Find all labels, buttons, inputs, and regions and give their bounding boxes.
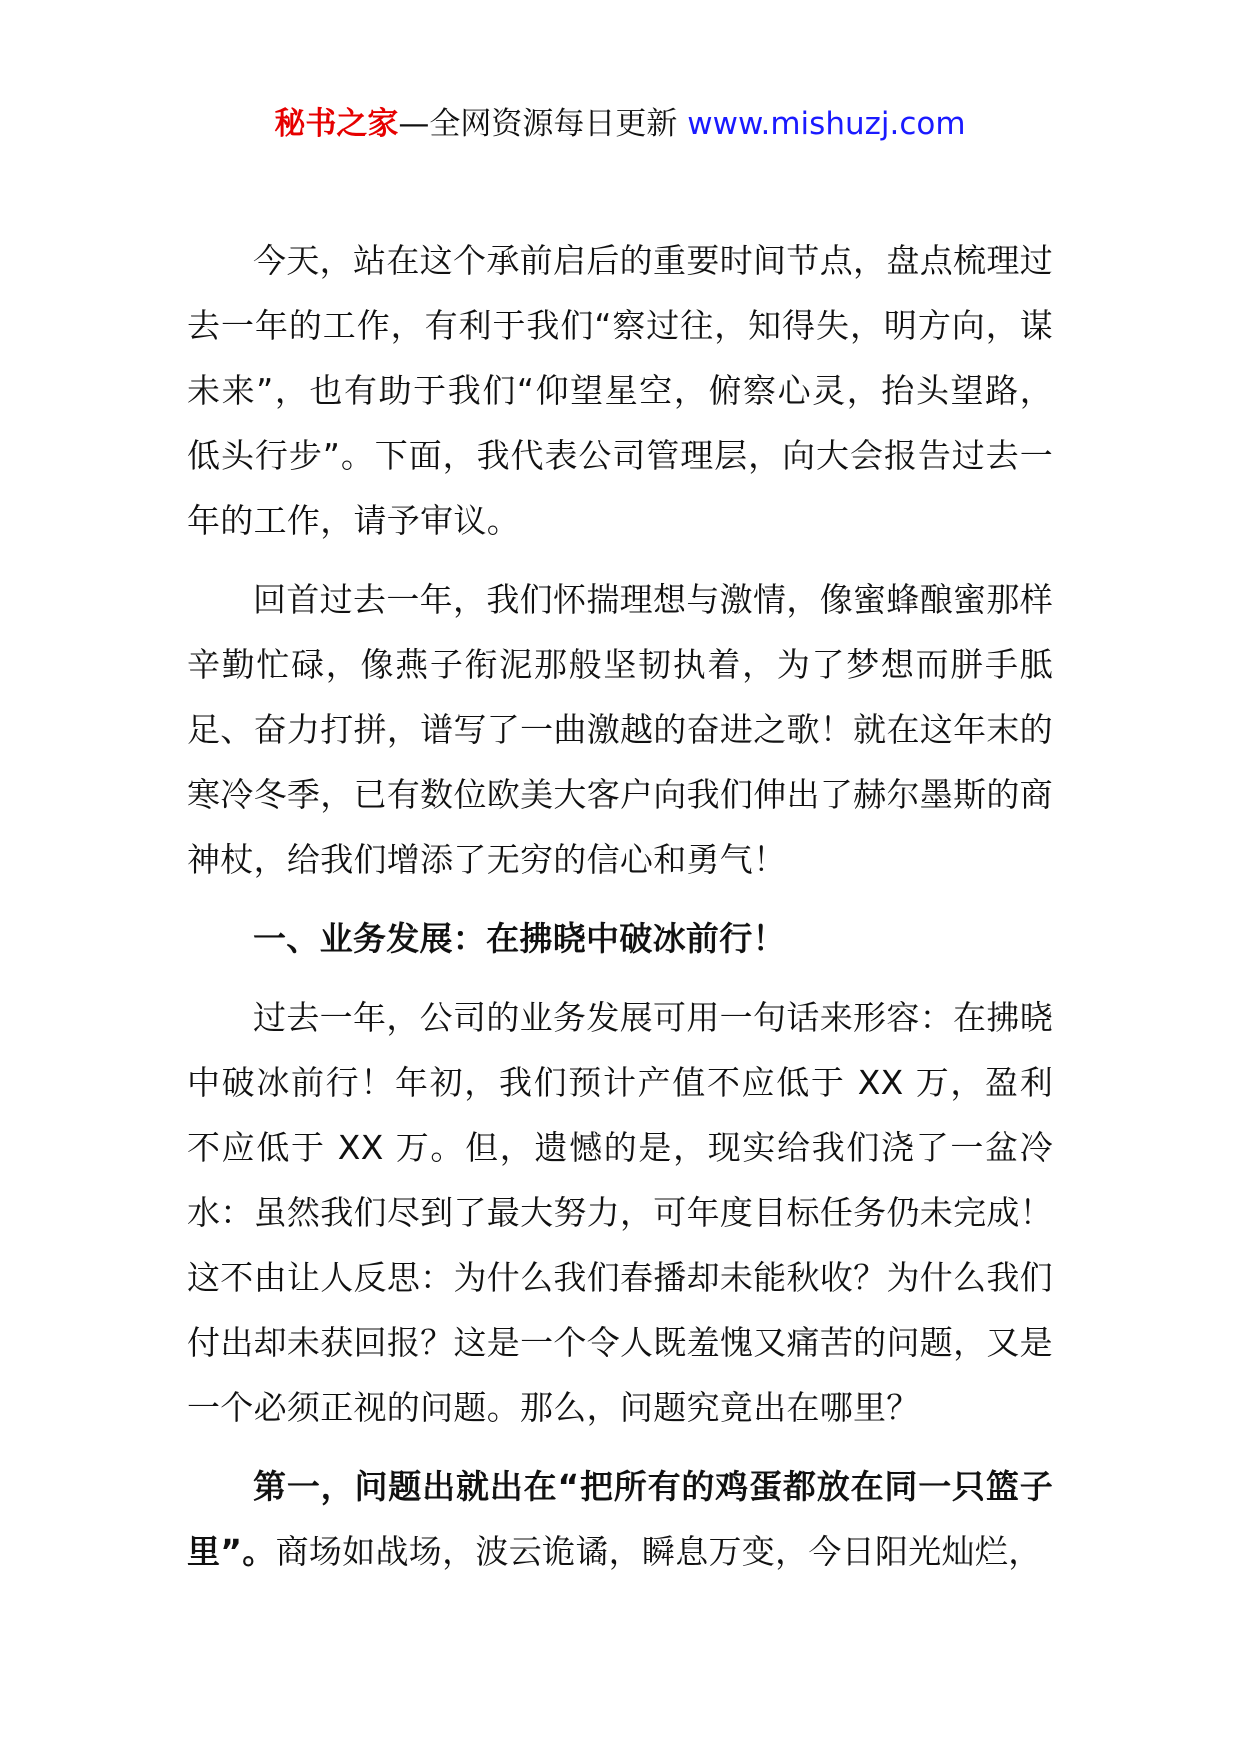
paragraph-problem-1-text: 商场如战场，波云诡谲，瞬息万变，今日阳光灿烂， xyxy=(275,1532,1042,1571)
paragraph-problem-1-lead: 第一，问题出就出在“把所有的鸡蛋都放在同一只篮子里”。 xyxy=(187,1467,1053,1571)
paragraph-problem-1 xyxy=(187,1454,1053,1584)
paragraph-review: 回首过去一年，我们怀揣理想与激情，像蜜蜂酿蜜那样辛勤忙碌，像燕子衔泥那般坚韧执着，为了梦想而胼手胝足、奋力打拼，谱写了一曲激越的奋进之歌！就在这年末的寒冷冬季，已有数位欧美大客户向我们伸出了赫尔墨斯的商神杖，给我们增添了无穷的信心和勇气！ xyxy=(187,580,1053,879)
site-brand: 秘书之家 xyxy=(274,106,399,142)
document-body xyxy=(187,228,1053,1598)
site-tagline: —全网资源每日更新 xyxy=(398,106,678,142)
page-header xyxy=(0,102,1240,146)
section-heading-1: 一、业务发展：在拂晓中破冰前行！ xyxy=(253,919,786,958)
paragraph-business: 过去一年，公司的业务发展可用一句话来形容：在拂晓中破冰前行！年初，我们预计产值不应低于 XX 万，盈利不应低于 XX 万。但，遗憾的是，现实给我们浇了一盆冷水：虽然我们尽到了最大努力，可年度目标任务仍未完成！这不由让人反思：为什么我们春播却未能秋收？为什么我们付出却未获回报？这是一个令人既羞愧又痛苦的问题，又是一个必须正视的问题。那么，问题究竟出在哪里？ xyxy=(187,998,1053,1427)
site-url-link[interactable]: www.mishuzj.com xyxy=(687,106,966,142)
paragraph-intro: 今天，站在这个承前启后的重要时间节点，盘点梳理过去一年的工作，有利于我们“察过往，知得失，明方向，谋未来”，也有助于我们“仰望星空，俯察心灵，抬头望路，低头行步”。下面，我代表公司管理层，向大会报告过去一年的工作，请予审议。 xyxy=(187,241,1053,540)
